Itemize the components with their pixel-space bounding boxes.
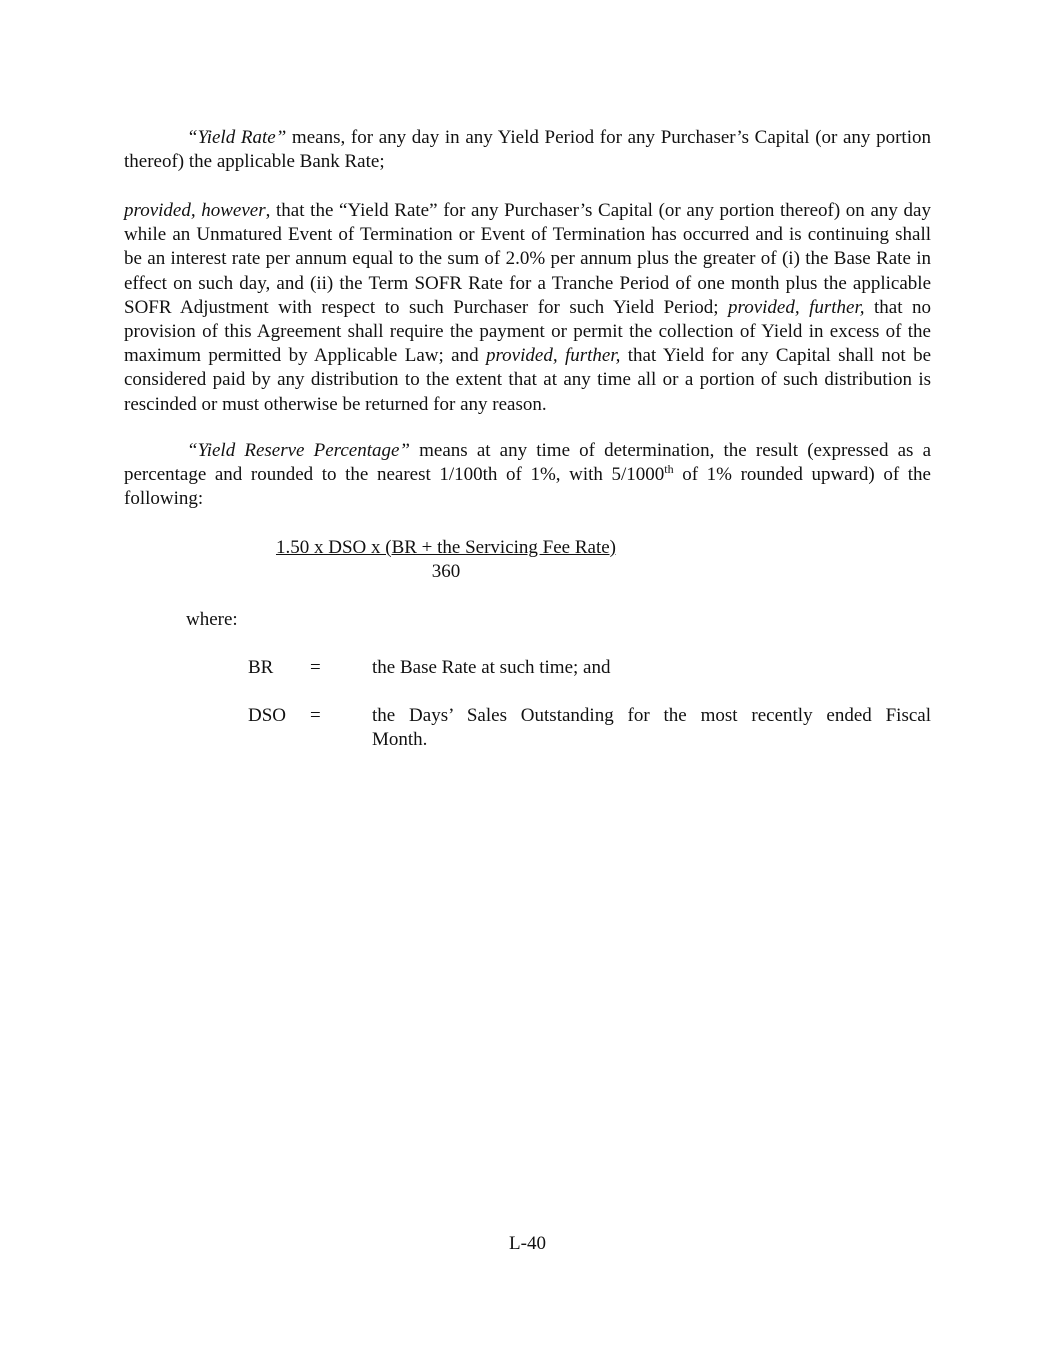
definition-description-line-1: the Base Rate at such time; and xyxy=(372,657,611,678)
yield-reserve-text-2: of 1% rounded upward) of the following: xyxy=(124,464,931,510)
definition-description xyxy=(372,704,931,752)
definition-term: DSO xyxy=(248,705,287,726)
formula-denominator: 360 xyxy=(431,561,461,583)
page-number: L-40 xyxy=(509,1233,546,1254)
yield-reserve-formula xyxy=(261,536,631,584)
yield-rate-definition xyxy=(124,126,931,174)
yield-rate-text: means, for any day in any Yield Period for any Purchaser’s Capital (or any portion thereof) the applicable Bank Rate; xyxy=(124,127,931,173)
proviso-text-1: , that the “Yield Rate” for any Purchaser’s Capital (or any portion thereof) on any day while an Unmatured Event of Termination or Event of Termination has occurred and is continuing shall be an interest rate per annum equal to the sum of 2.0% per annum plus the greater of (i) the Base Rate in effect on such day, and (ii) the Term SOFR Rate for a Tranche Period of one month plus the applicable SOFR Adjustment with respect to such Purchaser for such Yield Period; xyxy=(124,200,931,318)
proviso-further-1: provided, further, xyxy=(728,296,865,318)
where-label: where: xyxy=(186,609,238,630)
proviso-text-2: that no provision of this Agreement shall require the payment or permit the collection of Yield in excess of the maximum permitted by Applicable Law; and xyxy=(124,296,931,367)
yield-reserve-percentage-definition xyxy=(124,439,931,512)
proviso-text-3: that Yield for any Capital shall not be considered paid by any distribution to the extent that at any time all or a portion of such distribution is rescinded or must otherwise be returned for any reason. xyxy=(124,345,932,415)
definition-equals: = xyxy=(310,657,321,678)
defined-term-yield-rate: “Yield Rate” xyxy=(187,127,287,148)
yield-reserve-text-1: means at any time of determination, the result (expressed as a percentage and rounded to the nearest 1/100th of 1%, with 5/1000 xyxy=(124,440,931,486)
formula-numerator: 1.50 x DSO x (BR + the Servicing Fee Rate) xyxy=(275,537,616,558)
defined-term-yield-reserve-percentage: “Yield Reserve Percentage” xyxy=(187,440,410,461)
proviso-further-2: provided, further, xyxy=(485,345,621,367)
superscript-th: th xyxy=(664,462,674,477)
definition-description-line-1: the Days’ Sales Outstanding for the most recently ended Fiscal xyxy=(372,705,931,726)
definition-description-line-2: Month. xyxy=(372,729,428,751)
yield-rate-proviso xyxy=(124,199,931,417)
definition-equals: = xyxy=(310,705,321,726)
proviso-however: provided, however xyxy=(124,200,266,221)
definition-description xyxy=(372,656,931,680)
definition-term: BR xyxy=(248,657,274,678)
